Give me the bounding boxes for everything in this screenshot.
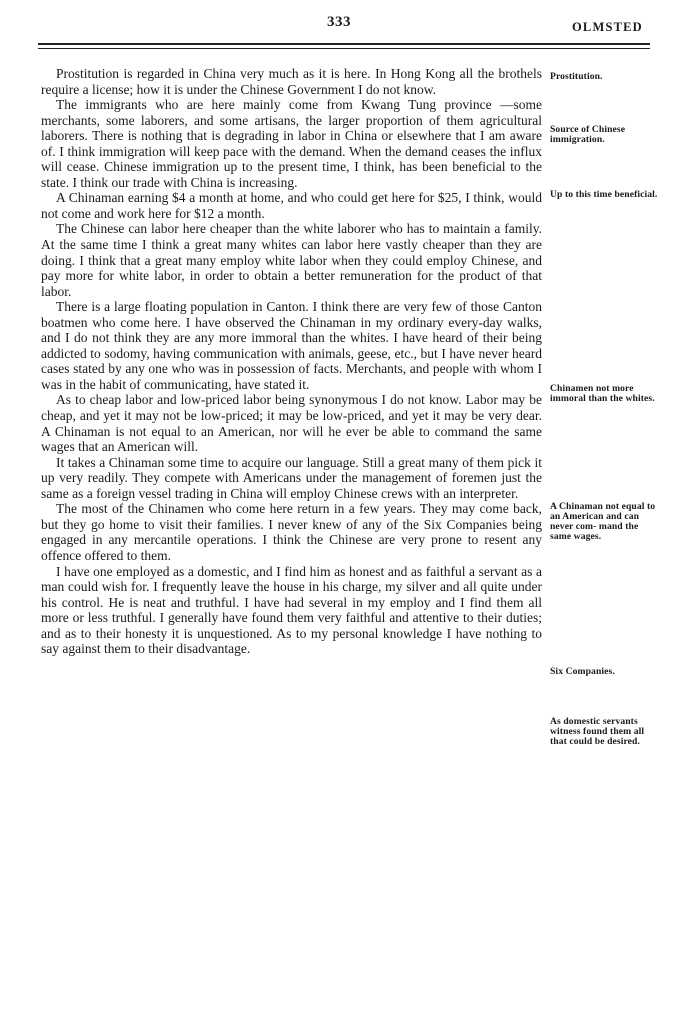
sidenote-six-companies: Six Companies. [550,666,615,677]
sidenote-source: Source of Chinese immigration. [550,124,626,145]
paragraph-cheap-labor: The Chinese can labor here cheaper than the white laborer who has to maintain a family. At the same time I think a great many whites can labor here vastly cheaper than they are doing. I think that a great many employ white labor when they could employ Chinese, and pay more for white labor, in order to obtain a better remuneration for the product of that labor. [41,221,542,299]
paragraph-six-companies: The most of the Chinamen who come here return in a few years. They may come back, but they go home to visit their families. I never knew of any of the Six Companies being engaged in any mercantile operations. I think the Chinese are very prone to resent any offence offered to them. [41,501,542,563]
header-rule-thick [38,43,650,45]
page-number: 333 [327,14,351,30]
paragraph-immigrants: The immigrants who are here mainly come from Kwang Tung province —some merchants, some laborers, and some artisans, the larger proportion of them agricultural laborers. There is nothing that is degrading in labor in China or elsewhere that I am aware of. I think immigration will keep pace with the demand. When the demand ceases the influx will cease. Chinese immigration up to the present time, I think, has been beneficial to the state. I think our trade with China is increasing. [41,97,542,190]
sidenote-immoral: Chinamen not more immoral than the whites. [550,383,655,404]
header-rule-thin [38,48,650,49]
paragraph-language: It takes a Chinaman some time to acquire our language. Still a great many of them pick it up very readily. They compete with Americans under the management of foremen just the same as a foreign vessel trading in China will employ Chinese crews with an interpreter. [41,454,542,501]
main-text [41,66,542,657]
paragraph-earnings: A Chinaman earning $4 a month at home, and who could get here for $25, I think, would not come and work here for $12 a month. [41,190,542,221]
paragraph-low-priced-labor: As to cheap labor and low-priced labor being synonymous I do not know. Labor may be cheap, and yet it may not be low-priced; it may be low-priced, and yet it may be very dear. A Chinaman is not equal to an American, nor will he ever be able to command the same wages that an American will. [41,392,542,455]
sidenote-wages: A Chinaman not equal to an American and can never com- mand the same wages. [550,501,656,542]
paragraph-domestic: I have one employed as a domestic, and I find him as honest and as faithful a servant as a man could wish for. I frequently leave the house in his charge, my silver and all quite under his control. He is neat and truthful. I have had several in my employ and I find them all more or less truthful. I generally have found them very faithful and attentive to their duties; and as to their honesty it is unquestioned. As to my personal knowledge I have nothing to say against them to their disadvantage. [41,563,542,657]
paragraph-prostitution: Prostitution is regarded in China very much as it is here. In Hong Kong all the brothels require a license; how it is under the Chinese Government I do not know. [41,66,542,97]
sidenote-beneficial: Up to this time beneficial. [550,189,658,200]
running-head: OLMSTED [572,20,643,34]
sidenote-domestic: As domestic servants witness found them all that could be desired. [550,716,645,747]
paragraph-canton: There is a large floating population in Canton. I think there are very few of those Canton boatmen who come here. I have observed the Chinaman in my ordinary every-day walks, and I do not think they are any more immoral than the whites. I have heard of their being addicted to sodomy, having communication with animals, geese, etc., but I have never heard cases stated by any one who was in possession of facts. Merchants, and people with whom I was in the habit of communicating, have stated it. [41,299,542,392]
sidenote-prostitution: Prostitution. [550,71,603,82]
